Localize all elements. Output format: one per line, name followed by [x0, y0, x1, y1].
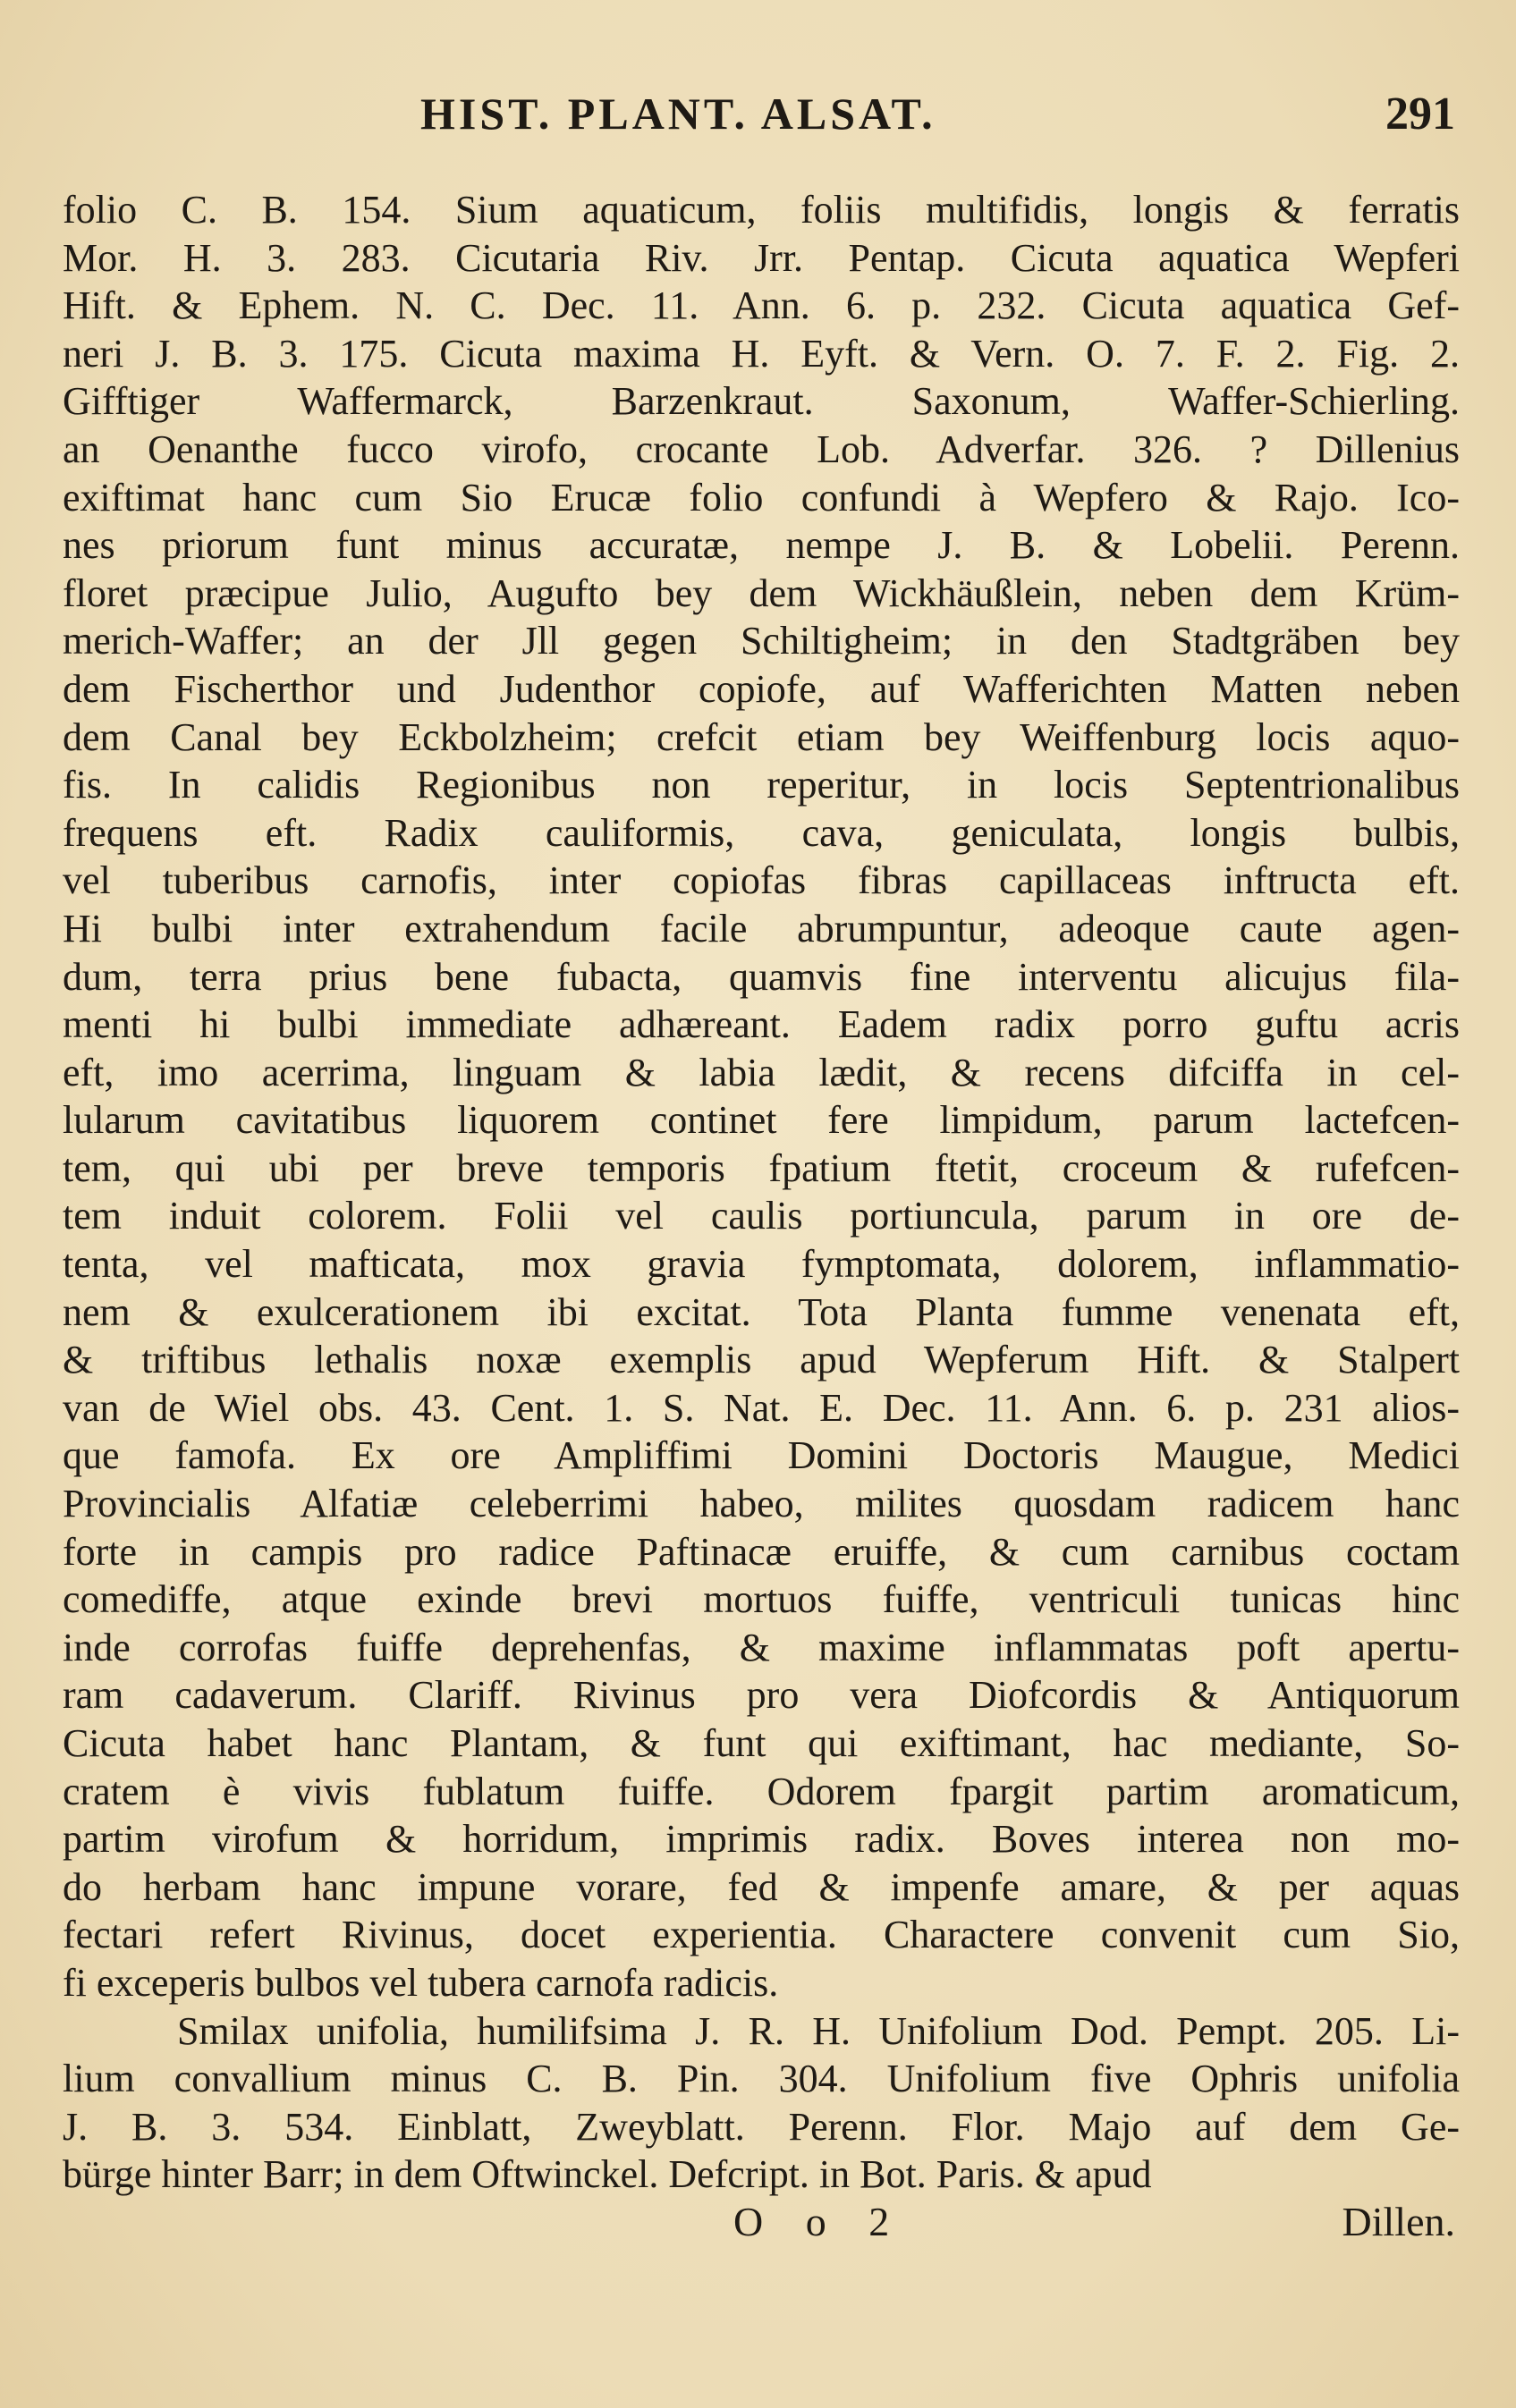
text-line: dum, terra prius bene fubacta, quamvis fine interventu alicujus fila-	[63, 954, 1460, 999]
text-line: & triftibus lethalis noxæ exemplis apud Wepferum Hift. & Stalpert	[63, 1338, 1460, 1382]
text-line: cratem è vivis fublatum fuiffe. Odorem fpargit partim aromaticum,	[63, 1769, 1460, 1813]
text-line: partim virofum & horridum, imprimis radix. Boves interea non mo-	[63, 1817, 1460, 1862]
text-line: frequens eft. Radix cauliformis, cava, geniculata, longis bulbis,	[63, 810, 1460, 855]
text-line: comediffe, atque exinde brevi mortuos fuiffe, ventriculi tunicas hinc	[63, 1577, 1460, 1622]
text-line: dem Canal bey Eckbolzheim; crefcit etiam bey Weiffenburg locis aquo-	[63, 714, 1460, 759]
text-line: Hi bulbi inter extrahendum facile abrumpuntur, adeoque caute agen-	[63, 906, 1460, 951]
text-line: tenta, vel mafticata, mox gravia fymptomata, dolorem, inflammatio-	[63, 1242, 1460, 1287]
text-line: dem Fischerthor und Judenthor copiofe, auf Wafferichten Matten neben	[63, 666, 1460, 711]
running-head: HIST. PLANT. ALSAT.	[420, 89, 936, 139]
text-line: exiftimat hanc cum Sio Erucæ folio confundi à Wepfero & Rajo. Ico-	[63, 475, 1460, 520]
text-line: nem & exulcerationem ibi excitat. Tota Planta fumme venenata eft,	[63, 1289, 1460, 1334]
text-line: nes priorum funt minus accuratæ, nempe J. B. & Lobelii. Perenn.	[63, 523, 1460, 568]
text-line: folio C. B. 154. Sium aquaticum, foliis multifidis, longis & ferratis	[63, 188, 1460, 232]
text-line: eft, imo acerrima, linguam & labia lædit, & recens difciffa in cel-	[63, 1050, 1460, 1094]
text-line: lium convallium minus C. B. Pin. 304. Unifolium five Ophris unifolia	[63, 2057, 1460, 2101]
text-line: forte in campis pro radice Paftinacæ eruiffe, & cum carnibus coctam	[63, 1529, 1460, 1574]
body-text	[63, 186, 1460, 2199]
text-line: Gifftiger Waffermarck, Barzenkraut. Saxonum, Waffer-Schierling.	[63, 379, 1460, 424]
text-line: fis. In calidis Regionibus non reperitur, in locis Septentrionalibus	[63, 763, 1460, 807]
text-line: que famofa. Ex ore Ampliffimi Domini Doctoris Maugue, Medici	[63, 1433, 1460, 1478]
text-line: Provincialis Alfatiæ celeberrimi habeo, milites quosdam radicem hanc	[63, 1482, 1460, 1526]
text-line: neri J. B. 3. 175. Cicuta maxima H. Eyft. & Vern. O. 7. F. 2. Fig. 2.	[63, 331, 1460, 376]
text-line: vel tuberibus carnofis, inter copiofas fibras capillaceas inftructa eft.	[63, 858, 1460, 903]
page-number: 291	[1385, 89, 1455, 139]
text-line: Cicuta habet hanc Plantam, & funt qui exiftimant, hac mediante, So-	[63, 1721, 1460, 1765]
text-line: van de Wiel obs. 43. Cent. 1. S. Nat. E. Dec. 11. Ann. 6. p. 231 alios-	[63, 1385, 1460, 1430]
text-line: merich-Waffer; an der Jll gegen Schiltigheim; in den Stadtgräben bey	[63, 619, 1460, 663]
text-line: do herbam hanc impune vorare, fed & impenfe amare, & per aquas	[63, 1864, 1460, 1909]
catchword: Dillen.	[1342, 2199, 1455, 2244]
text-line: J. B. 3. 534. Einblatt, Zweyblatt. Perenn. Flor. Majo auf dem Ge-	[63, 2104, 1460, 2149]
text-line: Mor. H. 3. 283. Cicutaria Riv. Jrr. Pentap. Cicuta aquatica Wepferi	[63, 235, 1460, 280]
signature-mark: O o 2	[733, 2199, 906, 2244]
text-line: fectari refert Rivinus, docet experientia. Charactere convenit cum Sio,	[63, 1913, 1460, 1957]
text-line: bürge hinter Barr; in dem Oftwinckel. Defcript. in Bot. Paris. & apud	[63, 2152, 1152, 2197]
text-line: lularum cavitatibus liquorem continet fere limpidum, parum lactefcen-	[63, 1098, 1460, 1143]
text-line: floret præcipue Julio, Augufto bey dem Wickhäußlein, neben dem Krüm-	[63, 570, 1460, 615]
text-line: Smilax unifolia, humilifsima J. R. H. Unifolium Dod. Pempt. 205. Li-	[177, 2008, 1460, 2053]
text-line: tem induit colorem. Folii vel caulis portiuncula, parum in ore de-	[63, 1194, 1460, 1238]
text-line: Hift. & Ephem. N. C. Dec. 11. Ann. 6. p. 232. Cicuta aquatica Gef-	[63, 283, 1460, 328]
text-line: fi exceperis bulbos vel tubera carnofa radicis.	[63, 1960, 779, 2005]
text-line: tem, qui ubi per breve temporis fpatium ftetit, croceum & rufefcen-	[63, 1145, 1460, 1190]
text-line: ram cadaverum. Clariff. Rivinus pro vera Diofcordis & Antiquorum	[63, 1673, 1460, 1718]
text-line: inde corrofas fuiffe deprehenfas, & maxime inflammatas poft apertu-	[63, 1625, 1460, 1669]
text-line: an Oenanthe fucco virofo, crocante Lob. Adverfar. 326. ? Dillenius	[63, 427, 1460, 471]
text-line: menti hi bulbi immediate adhæreant. Eadem radix porro guftu acris	[63, 1002, 1460, 1047]
